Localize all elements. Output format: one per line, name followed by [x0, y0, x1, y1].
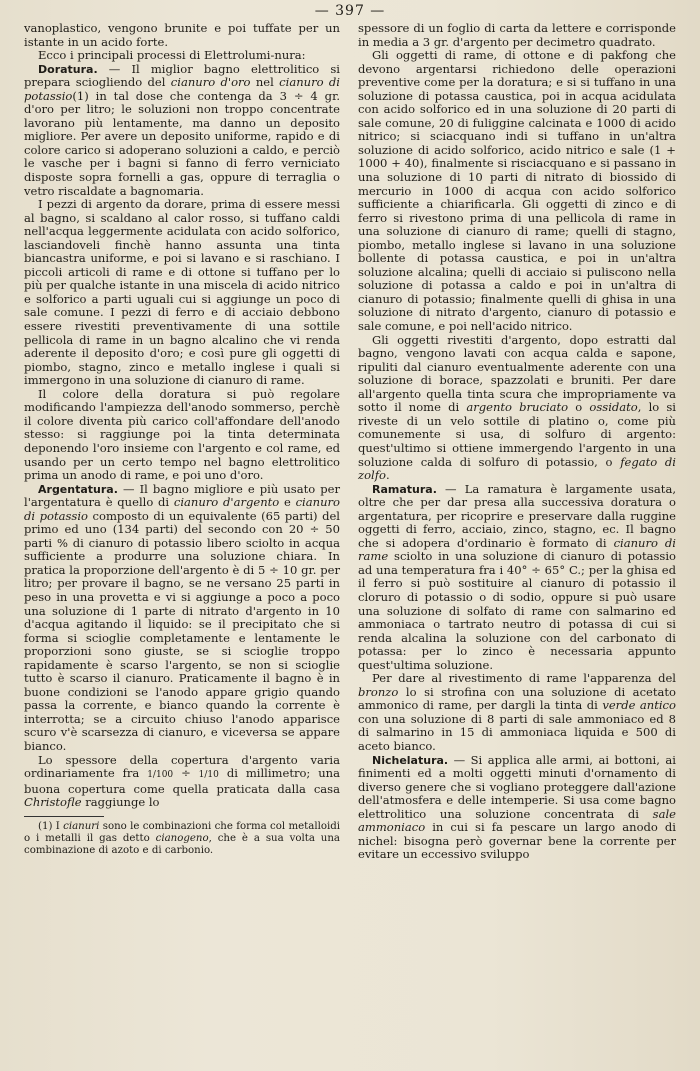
section-heading: Ramatura. — [372, 482, 437, 496]
paragraph: Ecco i principali processi di Elettrolumi-nura: — [38, 48, 306, 63]
section-heading: Argentatura. — [38, 482, 118, 496]
section-heading: Nichelatura. — [372, 753, 449, 767]
paragraph: Gli oggetti di rame, di ottone e di pakfong che devono argentarsi richiedono delle operazioni preventive come per la doratura; e si si tuffano in una soluzione di potassa caustica, poi in acqua acidulata con acido solforico ed in una soluzione di 20 parti di sale comune, 20 di fuliggine calcinata e 1000 di acido nitrico; si sciacquano indi si tuffano in un'altra soluzione di acido solforico, acido nitrico e sale (1 + 1000 + 40), finalmente si risciacquano e si passano in una soluzione di 10 parti di nitrato di biossido di mercurio in 1000 di acqua con acido solforico sufficiente a chiarificarla. Gli oggetti di zinco e di ferro si rivestono prima di una pellicola di rame in una soluzione di cianuro di rame; quelli di stagno, piombo, metallo inglese si lavano in una soluzione bollente di potassa caustica, e poi in un'altra soluzione alcalina; quelli di acciaio si puliscono nella soluzione di potassa a caldo e poi in un'altra di cianuro di potassio; finalmente quelli di ghisa in una soluzione di nitrato d'argento, cianuro di potassio e sale comune, e poi nell'acido nitrico. — [358, 48, 676, 334]
page-number: — 397 — — [314, 3, 386, 19]
paragraph: Lo spessore della copertura d'argento varia ordinariamente fra 1/100 ÷ 1/10 di millimetro; una buona copertura come quella praticata dalla casa Christofle raggiunge lo — [24, 752, 341, 810]
right-column — [358, 22, 676, 862]
paragraph: Per dare al rivestimento di rame l'apparenza del bronzo lo si strofina con una soluzione di acetato ammonico di rame, per dargli la tinta di verde antico con una soluzione di 8 parti di sale ammoniaco ed 8 di salmarino in 15 di ammoniaca liquida e 500 di aceto bianco. — [358, 671, 676, 753]
section-nichelatura: Nichelatura. — Si applica alle armi, ai bottoni, ai finimenti ed a molti oggetti minuti d'ornamento di diverso genere che si vogliano proteggere dall'azione dell'atmosfera e delle intemperie. Si usa come bagno elettrolitico una soluzione concentrata di sale ammoniaco in cui si fa pescare un largo anodo di nichel: bisogna però governar bene la corrente per evitare un eccessivo sviluppo — [358, 752, 676, 862]
paragraph: spessore di un foglio di carta da lettere e corrisponde in media a 3 gr. d'argento per decimetro quadrato. — [358, 21, 676, 49]
footnote-divider — [24, 816, 104, 817]
paragraph: vanoplastico, vengono brunite e poi tuffate per un istante in un acido forte. — [24, 21, 340, 49]
left-column — [24, 22, 340, 857]
paragraph: Gli oggetti rivestiti d'argento, dopo estratti dal bagno, vengono lavati con acqua calda e sapone, ripuliti dal cianuro eventualmente aderente con una soluzione di borace, spazzolati e bruniti. Per dare all'argento quella tinta scura che impropriamente va sotto il nome di argento bruciato o ossidato, lo si riveste di un velo sottile di platino o, come più comunemente si usa, di solfuro di argento: quest'ultimo si ottiene immergendo l'argento in una soluzione calda di solfuro di potassio, o fegato di zolfo. — [358, 332, 676, 483]
paragraph: I pezzi di argento da dorare, prima di essere messi al bagno, si scaldano al calor rosso, si tuffano caldi nell'acqua leggermente acidulata con acido solforico, lasciandoveli finchè hanno assunta una tinta biancastra uniforme, e poi si lavano e si raschiano. I piccoli articoli di rame e di ottone si tuffano per lo più per qualche istante in una miscela di acido nitrico e solforico a parti uguali cui si aggiunge un poco di sale comune. I pezzi di ferro e di acciaio debbono essere rivestiti preventivamente di una sottile pellicola di rame in un bagno alcalino che vi renda aderente il deposito d'oro; e così pure gli oggetti di piombo, stagno, zinco e metallo inglese i quali si immergono in una soluzione di cianuro di rame. — [24, 197, 340, 388]
paragraph: Il colore della doratura si può regolare modificando l'ampiezza dell'anodo sommerso, perchè il colore diventa più carico coll'affondare dell'anodo stesso: si raggiunge poi la tinta determinata deponendo l'oro insieme con l'argento e col rame, ed usando per un certo tempo nel bagno elettrolitico prima un anodo di rame, e poi uno d'oro. — [24, 386, 340, 483]
section-ramatura: Ramatura. — La ramatura è largamente usata, oltre che per dar presa alla successiva doratura o argentatura, per ricoprire e preservare dalla ruggine oggetti di ferro, acciaio, zinco, stagno, ec. Il bagno che si adopera d'ordinario è formato di cianuro di rame sciolto in una soluzione di cianuro di potassio ad una temperatura fra i 40° ÷ 65° C.; per la ghisa ed il ferro si può sostituire al cianuro di potassio il cloruro di potassio o di sodio, oppure si può usare una soluzione di solfato di rame con salmarino ed ammoniaca o tartrato neutro di potassa di cui si renda alcalina la soluzione con del carbonato di potassa: per lo zinco è necessaria appunto quest'ultima soluzione. — [358, 481, 676, 672]
section-doratura: Doratura. — Il miglior bagno elettrolitico si prepara sciogliendo del cianuro d'oro nel cianuro di potassio(1) in tal dose che contenga da 3 ÷ 4 gr. d'oro per litro; le soluzioni non troppo concentrate lavorano più lentamente, ma danno un deposito migliore. Per avere un deposito uniforme, rapido e di colore carico si adoperano soluzioni a caldo, e perciò le vasche per i bagni si fanno di ferro verniciato disposte sopra fornelli a gas, oppure di terraglia o vetro riscaldate a bagnomaria. — [24, 61, 340, 198]
section-heading: Doratura. — [38, 62, 98, 76]
section-argentatura: Argentatura. — Il bagno migliore e più usato per l'argentatura è quello di cianuro d'argento e cianuro di potassio composto di un equivalente (65 parti) del primo ed uno (134 parti) del secondo con 20 ÷ 50 parti % di cianuro di potassio libero sciolto in acqua sufficiente a produrre una soluzione chiara. In pratica la proporzione dell'argento è di 5 ÷ 10 gr. per litro; per provare il bagno, se ne versano 25 parti in peso in una provetta e vi si aggiunge a poco a poco una soluzione di 1 parte di nitrato d'argento in 10 d'acqua agitando il liquido: se il precipitato che si forma si scioglie completamente e lentamente le proporzioni sono giuste, se si scioglie troppo rapidamente è scarso l'argento, se non si scioglie tutto è scarso il cianuro. Praticamente il bagno è in buone condizioni se l'anodo appare grigio quando passa la corrente, e bianco quando la corrente è interrotta; se a circuito chiuso l'anodo apparisce scuro v'è scarsezza di cianuro, e viceversa se appare bianco. — [24, 481, 340, 753]
footnote: (1) I cianuri sono le combinazioni che forma col metalloidi o i metalli il gas detto cianogeno, che è a sua volta una combinazione di azoto e di carbonio. — [24, 820, 341, 856]
